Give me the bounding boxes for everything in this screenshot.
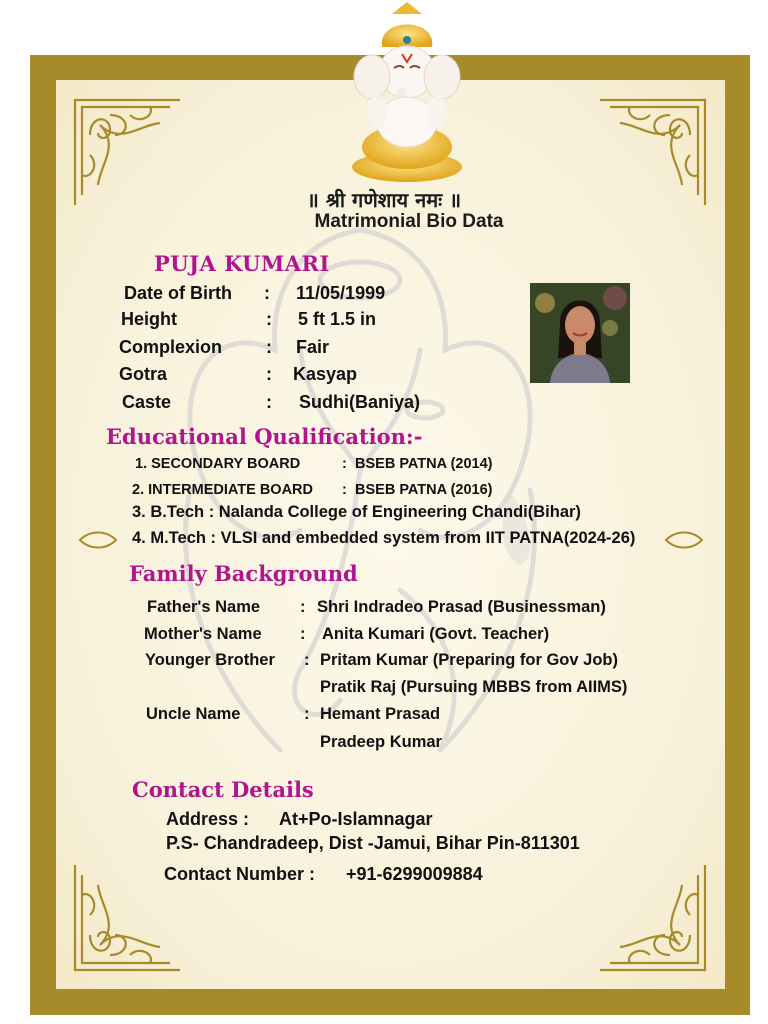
complexion-sep: : [266,337,272,357]
uncle-sep: : [304,705,310,723]
uncle-label: Uncle Name [146,705,241,723]
brother-sep: : [304,651,310,669]
address-label: Address : [166,809,250,829]
father-sep: : [300,598,306,616]
complexion-label: Complexion [119,337,223,357]
invocation-text: ॥ श्री गणेशाय नमः ॥ [306,188,462,212]
uncle-value-2: Pradeep Kumar [320,733,442,751]
ganesha-idol-image [332,2,482,182]
dob-sep: : [264,283,270,303]
side-ornament-icon [664,530,704,550]
edu-item-3: 3. B.Tech : Nalanda College of Engineering Chandi(Bihar) [132,503,581,521]
address-line-1: At+Po-Islamnagar [279,809,433,829]
brother-value-2: Pratik Raj (Pursuing MBBS from AIIMS) [320,678,628,696]
edu-item-1-label: 1. SECONDARY BOARD [135,456,301,472]
gotra-value: Kasyap [293,364,358,384]
address-line-2: P.S- Chandradeep, Dist -Jamui, Bihar Pin-811301 [166,833,580,853]
mother-sep: : [300,625,306,643]
filigree-corner-ornament-icon [590,855,710,975]
height-sep: : [266,309,272,329]
caste-value: Sudhi(Baniya) [299,392,421,412]
document-title: Matrimonial Bio Data [314,211,504,232]
dob-value: 11/05/1999 [296,283,386,303]
height-label: Height [121,309,177,329]
mother-label: Mother's Name [144,625,262,643]
edu-item-4: 4. M.Tech : VLSI and embedded system from IIT PATNA(2024-26) [132,529,636,547]
dob-label: Date of Birth [124,283,232,303]
education-heading: Educational Qualification:- [106,424,423,449]
height-value: 5 ft 1.5 in [298,309,377,329]
caste-label: Caste [122,392,172,412]
family-heading: Family Background [129,561,358,586]
father-value: Shri Indradeo Prasad (Businessman) [317,598,606,616]
caste-sep: : [266,392,272,412]
brother-value-1: Pritam Kumar (Preparing for Gov Job) [320,651,618,669]
edu-item-2-sep: : [342,482,347,498]
phone-label: Contact Number : [164,864,316,884]
phone-number: +91-6299009884 [346,864,483,884]
contact-heading: Contact Details [132,777,314,802]
edu-item-2-label: 2. INTERMEDIATE BOARD [132,482,313,498]
mother-value: Anita Kumari (Govt. Teacher) [322,625,550,643]
edu-item-1-sep: : [342,456,347,472]
gotra-sep: : [266,364,272,384]
profile-photo [530,283,630,383]
brother-label: Younger Brother [145,651,275,669]
complexion-value: Fair [296,337,330,357]
uncle-value-1: Hemant Prasad [320,705,441,723]
gotra-label: Gotra [119,364,168,384]
edu-item-2-value: BSEB PATNA (2016) [355,482,493,498]
candidate-name: PUJA KUMARI [154,251,330,276]
father-label: Father's Name [147,598,261,616]
side-ornament-icon [78,530,118,550]
edu-item-1-value: BSEB PATNA (2014) [355,456,493,472]
